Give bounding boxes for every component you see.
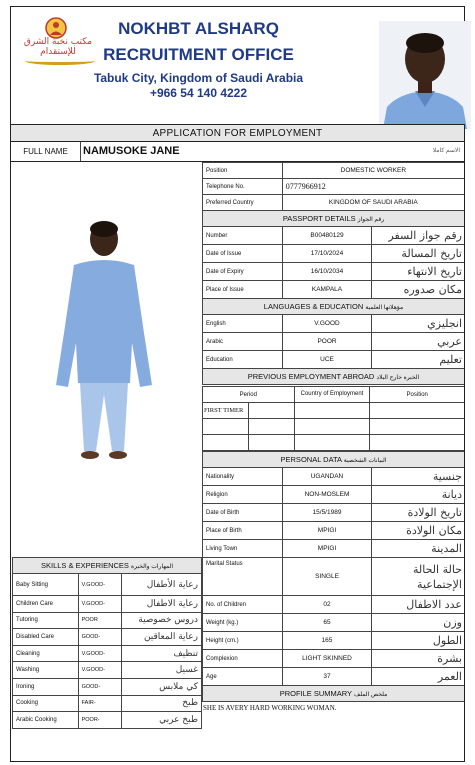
passport-row: [203, 245, 465, 263]
preferred-country-value: KINGDOM OF SAUDI ARABIA: [282, 195, 464, 211]
passport-value: KAMPALA: [282, 281, 372, 299]
passport-section-arabic: رقم الجواز: [357, 217, 385, 223]
company-logo: [19, 17, 97, 65]
personal-arabic: الطول: [372, 632, 465, 650]
personal-label: Weight (kg.): [203, 614, 283, 632]
passport-label: Number: [203, 227, 283, 245]
personal-row: [203, 540, 465, 558]
position-row: [203, 163, 465, 179]
full-name-value: NAMUSOKE JANE: [83, 145, 180, 157]
employment-header-row: [203, 387, 465, 403]
employment-cell: [294, 419, 370, 435]
skill-level: POOR-: [78, 712, 122, 729]
logo-swoosh: [25, 57, 95, 65]
employment-cell: [294, 435, 370, 451]
employment-country-header: Country of Employment: [294, 387, 370, 403]
personal-arabic: حالة الحالة الإجتماعية: [372, 558, 465, 596]
skill-label: Baby Sitting: [13, 574, 79, 596]
skill-arabic: رعاية المعاقين: [122, 629, 202, 646]
passport-value: 16/10/2034: [282, 263, 372, 281]
personal-value: NON-MOSLEM: [282, 486, 372, 504]
passport-arabic: تاريخ المسالة: [372, 245, 465, 263]
personal-label: Age: [203, 668, 283, 686]
personal-row: [203, 504, 465, 522]
languages-section-header: [203, 299, 465, 315]
company-subtitle: RECRUITMENT OFFICE: [103, 45, 294, 64]
company-phone: +966 54 140 4222: [149, 86, 248, 100]
skill-row: [13, 645, 202, 662]
skills-section-header: [13, 558, 202, 574]
passport-label: Place of Issue: [203, 281, 283, 299]
employment-cell: [370, 419, 465, 435]
skill-row: [13, 695, 202, 712]
passport-section-row: [203, 211, 465, 227]
employment-row: [203, 419, 465, 435]
logo-text: مكتب نخبة الشرق للإستقدام: [23, 37, 93, 57]
skill-row: [13, 712, 202, 729]
personal-label: Living Town: [203, 540, 283, 558]
employment-section-title: PREVIOUS EMPLOYMENT ABROAD: [247, 372, 375, 381]
passport-row: [203, 263, 465, 281]
full-name-row: [10, 142, 465, 162]
skill-arabic: رعاية الاطفال: [122, 596, 202, 613]
personal-table: [202, 451, 465, 702]
employment-period-value: FIRST TIMER: [203, 403, 249, 419]
company-info: [91, 19, 306, 100]
portrait-photo: [379, 21, 471, 129]
skill-arabic: غسيل: [122, 662, 202, 679]
skills-section-arabic: المهارات والخبرة: [131, 564, 173, 570]
passport-arabic: مكان صدوره: [372, 281, 465, 299]
profile-section-row: [203, 686, 465, 702]
skill-arabic: تنظيف: [122, 645, 202, 662]
language-row: [203, 351, 465, 369]
personal-section-title: PERSONAL DATA: [280, 455, 342, 464]
skill-label: Children Care: [13, 596, 79, 613]
document-header: [10, 6, 465, 124]
employment-cell: [294, 403, 370, 419]
language-arabic: تعليم: [372, 351, 465, 369]
employment-cell: [248, 435, 294, 451]
language-label: Education: [203, 351, 283, 369]
skill-row: [13, 662, 202, 679]
skill-level: GOOD-: [78, 629, 122, 646]
page-title: APPLICATION FOR EMPLOYMENT: [10, 124, 465, 142]
company-address: Tabuk City, Kingdom of Saudi Arabia: [93, 71, 304, 85]
personal-value: 15/5/1989: [282, 504, 372, 522]
employment-row: [203, 403, 465, 419]
employment-section-arabic: الخبرة خارج البلاد: [376, 375, 420, 381]
language-value: POOR: [282, 333, 372, 351]
personal-value: 37: [282, 668, 372, 686]
language-row: [203, 315, 465, 333]
personal-arabic: عدد الاطفال: [372, 596, 465, 614]
full-body-figure: [12, 163, 202, 558]
skill-label: Cleaning: [13, 645, 79, 662]
personal-value: 65: [282, 614, 372, 632]
employment-position-header: Position: [370, 387, 465, 403]
skill-arabic: طبخ: [122, 695, 202, 712]
personal-section-header: [203, 452, 465, 468]
skill-row: [13, 612, 202, 629]
language-value: UCE: [282, 351, 372, 369]
employment-table: [202, 386, 465, 451]
personal-arabic: وزن: [372, 614, 465, 632]
skill-label: Cooking: [13, 695, 79, 712]
skills-section-title: SKILLS & EXPERIENCES: [40, 561, 129, 570]
personal-value: UGANDAN: [282, 468, 372, 486]
personal-value: LIGHT SKINNED: [282, 650, 372, 668]
personal-row: [203, 650, 465, 668]
passport-arabic: تاريخ الانتهاء: [372, 263, 465, 281]
skill-arabic: كي ملابس: [122, 678, 202, 695]
language-label: Arabic: [203, 333, 283, 351]
personal-section-row: [203, 452, 465, 468]
skill-row: [13, 574, 202, 596]
passport-value: B00480129: [282, 227, 372, 245]
profile-section-arabic: ملخص الملف: [354, 692, 388, 698]
languages-section-row: [203, 299, 465, 315]
skill-arabic: دروس خصوصية: [122, 612, 202, 629]
skill-level: V.GOOD-: [78, 662, 122, 679]
full-name-label: FULL NAME: [11, 142, 81, 161]
telephone-row: [203, 179, 465, 195]
profile-section-title: PROFILE SUMMARY: [279, 689, 352, 698]
personal-value: MPIGI: [282, 540, 372, 558]
personal-row: [203, 468, 465, 486]
full-body-photo: [12, 163, 202, 558]
skill-level: V.GOOD-: [78, 596, 122, 613]
skill-arabic: رعاية الأطفال: [122, 574, 202, 596]
personal-value: 02: [282, 596, 372, 614]
passport-label: Date of Issue: [203, 245, 283, 263]
personal-row: [203, 614, 465, 632]
language-row: [203, 333, 465, 351]
passport-label: Date of Expiry: [203, 263, 283, 281]
skill-row: [13, 596, 202, 613]
employment-period-header: Period: [203, 387, 295, 403]
preferred-country-row: [203, 195, 465, 211]
skill-label: Tutoring: [13, 612, 79, 629]
skill-label: Arabic Cooking: [13, 712, 79, 729]
position-value: DOMESTIC WORKER: [282, 163, 464, 179]
personal-row: [203, 522, 465, 540]
personal-arabic: بشرة: [372, 650, 465, 668]
personal-label: Date of Birth: [203, 504, 283, 522]
skill-row: [13, 629, 202, 646]
languages-section-arabic: مؤهلاتها العلمية: [365, 305, 404, 311]
personal-label: Marital Status: [203, 558, 283, 596]
portrait-figure: [379, 21, 471, 129]
personal-row: [203, 558, 465, 596]
profile-summary-text: SHE IS AVERY HARD WORKING WOMAN.: [203, 704, 337, 712]
passport-row: [203, 281, 465, 299]
personal-value: 165: [282, 632, 372, 650]
skill-label: Washing: [13, 662, 79, 679]
skill-row: [13, 678, 202, 695]
employment-cell: [370, 435, 465, 451]
personal-section-arabic: البيانات الشخصية: [343, 458, 387, 464]
personal-value: MPIGI: [282, 522, 372, 540]
language-value: V.GOOD: [282, 315, 372, 333]
personal-arabic: تاريخ الولادة: [372, 504, 465, 522]
employment-cell: [248, 419, 294, 435]
telephone-label: Telephone No.: [203, 179, 283, 195]
passport-section-title: PASSPORT DETAILS: [282, 214, 356, 223]
telephone-value: 0777966912: [282, 179, 464, 195]
personal-label: Nationality: [203, 468, 283, 486]
skill-arabic: طبخ عربي: [122, 712, 202, 729]
employment-row: [203, 435, 465, 451]
personal-row: [203, 632, 465, 650]
position-label: Position: [203, 163, 283, 179]
personal-label: Height (cm.): [203, 632, 283, 650]
skill-level: V.GOOD-: [78, 574, 122, 596]
company-name: NOKHBT ALSHARQ: [118, 19, 279, 38]
personal-arabic: العمر: [372, 668, 465, 686]
personal-row: [203, 668, 465, 686]
language-arabic: انجليزي: [372, 315, 465, 333]
personal-label: Place of Birth: [203, 522, 283, 540]
passport-row: [203, 227, 465, 245]
employment-cell: [203, 435, 249, 451]
passport-arabic: رقم جواز السفر: [372, 227, 465, 245]
passport-section-header: [203, 211, 465, 227]
skill-level: POOR: [78, 612, 122, 629]
profile-section-header: [203, 686, 465, 702]
employment-section-header: [203, 369, 465, 385]
personal-label: Complexion: [203, 650, 283, 668]
full-name-arabic: الاسم كاملا: [432, 148, 460, 154]
skills-section-row: [13, 558, 202, 574]
details-table: [202, 162, 465, 385]
personal-row: [203, 486, 465, 504]
personal-arabic: المدينة: [372, 540, 465, 558]
skills-table: [12, 557, 202, 729]
passport-value: 17/10/2024: [282, 245, 372, 263]
logo-emblem-icon: [43, 17, 69, 39]
skill-label: Ironing: [13, 678, 79, 695]
personal-label: No. of Children: [203, 596, 283, 614]
personal-arabic: جنسية: [372, 468, 465, 486]
preferred-country-label: Preferred Country: [203, 195, 283, 211]
language-arabic: عربي: [372, 333, 465, 351]
personal-row: [203, 596, 465, 614]
personal-arabic: ديانة: [372, 486, 465, 504]
personal-value: SINGLE: [282, 558, 372, 596]
language-label: English: [203, 315, 283, 333]
skill-level: V.GOOD-: [78, 645, 122, 662]
skill-level: GOOD-: [78, 678, 122, 695]
languages-section-title: LANGUAGES & EDUCATION: [263, 302, 364, 311]
skill-label: Disabled Care: [13, 629, 79, 646]
employment-section-row: [203, 369, 465, 385]
personal-arabic: مكان الولادة: [372, 522, 465, 540]
employment-cell: [370, 403, 465, 419]
employment-cell: [248, 403, 294, 419]
personal-label: Religion: [203, 486, 283, 504]
employment-cell: [203, 419, 249, 435]
skill-level: FAIR-: [78, 695, 122, 712]
